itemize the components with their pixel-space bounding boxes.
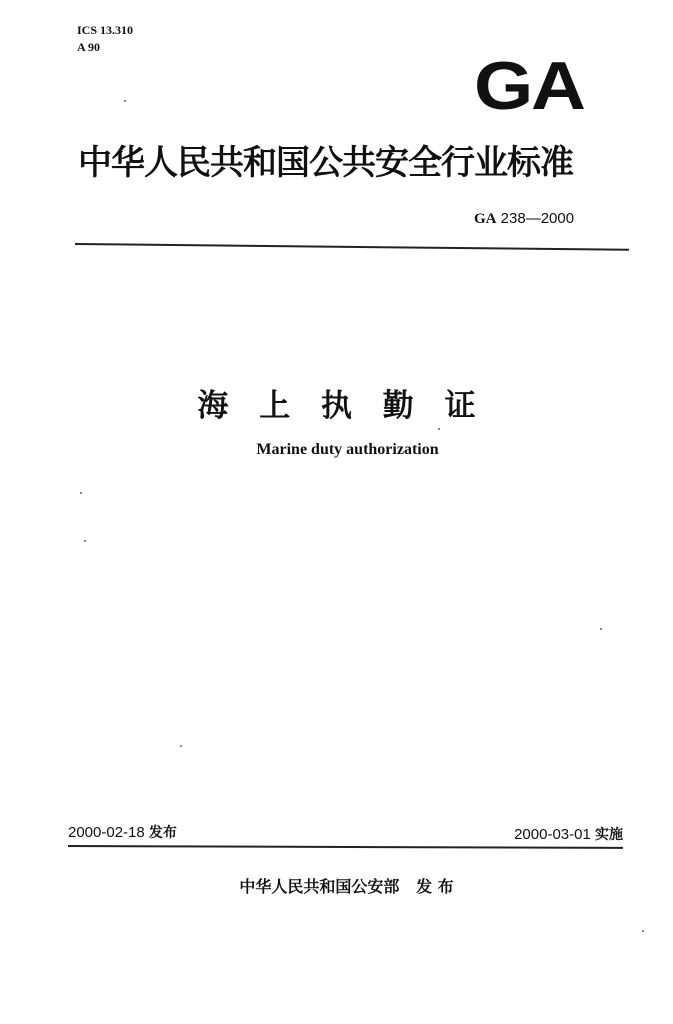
implement-date [514, 824, 623, 844]
standard-code [474, 210, 574, 228]
publish-date-value: 2000-02-18 [68, 824, 145, 841]
publish-date-label: 发布 [148, 825, 177, 841]
standard-code-prefix: GA [474, 211, 497, 227]
footer-divider [68, 845, 623, 848]
scan-speck [80, 492, 82, 494]
standard-title: 中华人民共和国公共安全行业标准 [78, 143, 573, 183]
scan-speck [600, 628, 602, 630]
scan-speck [124, 100, 126, 102]
document-subtitle: Marine duty authorization [256, 441, 439, 458]
implement-date-value: 2000-03-01 [514, 826, 591, 843]
standard-code-number: 238—2000 [500, 210, 575, 227]
scan-speck [642, 930, 644, 932]
publisher-name: 中华人民共和国公安部 [239, 877, 400, 896]
implement-date-label: 实施 [595, 827, 623, 843]
publish-date [68, 822, 177, 842]
header-divider [75, 243, 629, 250]
ga-logo: GA [474, 48, 584, 124]
scan-speck [180, 745, 182, 747]
publisher-action: 发 布 [416, 877, 454, 896]
document-title: 海 上 执 勤 证 [197, 388, 486, 424]
publisher-line [0, 874, 673, 897]
category-code: A 90 [77, 40, 101, 54]
scan-speck [84, 540, 86, 542]
ics-code: ICS 13.310 [77, 23, 134, 37]
classification-block [77, 22, 133, 56]
scan-speck [438, 428, 440, 430]
